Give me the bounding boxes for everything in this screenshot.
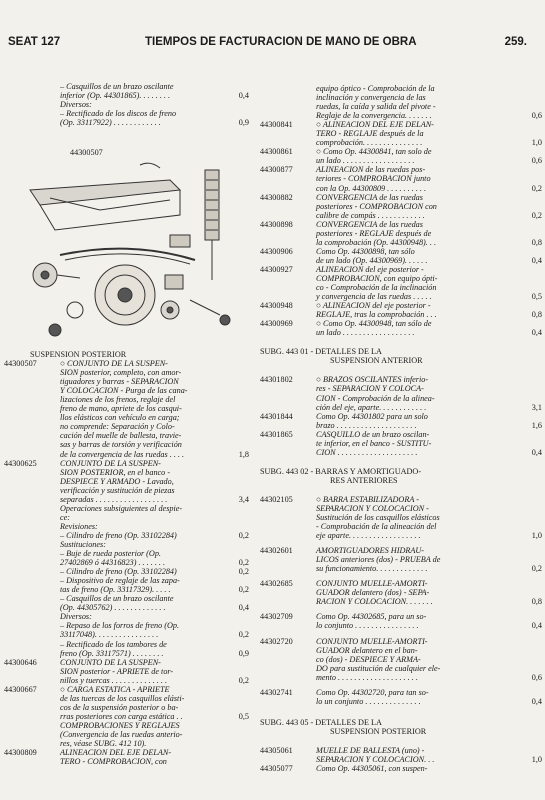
labor-time: 0,2: [238, 675, 249, 685]
description-line: teriores - COMPROBACION junto: [316, 174, 431, 184]
labor-time: 0,6: [531, 672, 542, 682]
description-line: res - SEPARACION Y COLOCA-: [316, 384, 424, 394]
description-line: DO para sustitución de cualquier ele-: [316, 663, 441, 673]
section-spacer: [260, 457, 542, 467]
description-line: un lado . . . . . . . . . . . . . . . . . .: [316, 328, 415, 338]
operation-description: [60, 594, 209, 612]
description-line: de las tuercas de los casquillos elásti-: [60, 693, 185, 703]
description-line: lo conjunto . . . . . . . . . . . . . . . .: [316, 621, 419, 631]
description-line: comprobación. . . . . . . . . . . . . . .: [316, 138, 423, 148]
description-line: inclinación y convergencia de las: [316, 93, 426, 103]
labor-time: 0,4: [531, 621, 542, 631]
description-line: co - Comprobación de la inclinación: [316, 283, 437, 293]
description-line: CONJUNTO MUELLE-AMORTI-: [316, 579, 428, 589]
description-line: Diversos:: [60, 612, 92, 622]
operation-description: [316, 319, 502, 337]
operation-description: [60, 504, 209, 522]
description-line: (Op. 33117922) . . . . . . . . . . . .: [60, 118, 161, 128]
description-line: ALINEACION de las ruedas pos-: [316, 165, 426, 175]
operation-description: [316, 764, 502, 773]
operation-entry: [4, 359, 249, 459]
labor-time: 0,2: [238, 630, 249, 640]
operation-description: [316, 637, 502, 682]
heading-line: SUBG. 443 05 - DETALLES DE LA: [260, 717, 382, 727]
heading-line: SUSPENSION POSTERIOR: [330, 726, 427, 736]
description-line: ○ ALINEACION DEL EJE DELAN-: [316, 120, 434, 130]
operation-code: 44302741: [260, 687, 293, 697]
heading-line: SUBG. 443 01 - DETALLES DE LA: [260, 347, 382, 357]
description-line: su funcionamiento. . . . . . . . . . . . .: [316, 564, 428, 574]
operation-entry: [4, 621, 249, 639]
description-line: rras posteriores con carga estática . .: [60, 711, 183, 721]
operation-entry: [260, 495, 542, 540]
description-line: mento . . . . . . . . . . . . . . . . . . . .: [316, 672, 418, 682]
heading-line: RES ANTERIORES: [330, 475, 398, 485]
description-line: CASQUILLO de un brazo oscilan-: [316, 429, 430, 439]
description-line: – Cilindro de freno (Op. 33102284): [60, 567, 177, 577]
operation-description: [316, 495, 502, 540]
operation-code: 44302685: [260, 579, 293, 589]
labor-time: 0,9: [238, 648, 249, 658]
page-number: 259.: [504, 36, 527, 48]
operation-description: [60, 540, 209, 549]
description-line: separadas . . . . . . . . . . . . . . . . . .: [60, 494, 168, 504]
operation-description: [316, 579, 502, 606]
operation-description: [316, 265, 502, 301]
description-line: ce:: [60, 512, 70, 522]
operation-description: [60, 549, 209, 567]
operation-description: [316, 84, 502, 120]
operation-code: 44300841: [260, 120, 293, 130]
description-line: cos de la suspensión posterior o ba-: [60, 702, 179, 712]
description-line: ○ Como Op. 44300841, tan solo de: [316, 147, 432, 157]
labor-time: 0,6: [531, 111, 542, 121]
right-column: [260, 84, 542, 773]
description-line: – Casquillos de un brazo oscilante: [60, 82, 174, 91]
operation-description: [316, 220, 502, 247]
description-line: Y COLOCACION - Purga de las cana-: [60, 386, 188, 396]
description-line: RACION Y COLOCACION. . . . . . .: [316, 597, 433, 607]
figure-code: 44300507: [70, 148, 103, 157]
description-line: tiguadores y barras - SEPARACION: [60, 377, 179, 387]
description-line: lo un conjunto . . . . . . . . . . . . . .: [316, 696, 421, 706]
description-line: MUELLE DE BALLESTA (uno) -: [316, 745, 425, 755]
operation-code: 44300969: [260, 319, 293, 329]
operation-entry: [4, 531, 249, 540]
description-line: lizaciones de los frenos, reglaje del: [60, 395, 176, 405]
description-line: – Cilindro de freno (Op. 33102284): [60, 530, 177, 540]
operation-code: 44300948: [260, 301, 293, 311]
heading-spacer: [260, 736, 542, 746]
description-line: y convergencia de las ruedas . . . . .: [316, 292, 432, 302]
description-line: CION - Comprobación de la alinea-: [316, 393, 435, 403]
operation-entry: [260, 120, 542, 147]
operation-entry: [4, 540, 249, 549]
description-line: freno (Op. 33117571) . . . . . . . .: [60, 648, 164, 658]
labor-time: 0,2: [238, 558, 249, 568]
description-line: (Op. 44305762) . . . . . . . . . . . . .: [60, 603, 166, 613]
description-line: SION posterior - APRIETE de tor-: [60, 666, 174, 676]
operation-code: 44300507: [4, 359, 37, 369]
heading-line: SUBG. 443 02 - BARRAS Y AMORTIGUADO-: [260, 466, 422, 476]
description-line: – Dispositivo de reglaje de las zapa-: [60, 576, 180, 586]
description-line: SION posterior, completo, con amor-: [60, 368, 182, 378]
operation-description: [316, 165, 502, 192]
operation-code: 44300646: [4, 657, 37, 667]
description-line: posteriores - REGLAJE después de: [316, 228, 432, 238]
operation-entry: [260, 165, 542, 192]
description-line: co (dos) - DESPIECE Y ARMA-: [316, 654, 421, 664]
operation-code: 44305077: [260, 764, 293, 774]
operation-description: [316, 746, 502, 764]
description-line: calibre de compás . . . . . . . . . . . .: [316, 210, 425, 220]
description-line: TERO - REGLAJE después de la: [316, 129, 424, 139]
operation-entry: [4, 459, 249, 504]
description-line: Reglaje de la convergencia. . . . . . .: [316, 111, 432, 121]
description-line: te inferior, en el banco - SUSTITU-: [316, 438, 432, 448]
heading-line: SUSPENSION ANTERIOR: [330, 356, 423, 366]
operation-code: 44300877: [260, 165, 293, 175]
operation-code: 44300927: [260, 264, 293, 274]
operation-code: 44300667: [4, 684, 37, 694]
operation-entry: [260, 546, 542, 573]
description-line: inferior (Op. 44301865). . . . . . . .: [60, 91, 171, 101]
description-line: GUADOR delantero en el ban-: [316, 645, 418, 655]
description-line: REGLAJE, tras la comprobación . . .: [316, 310, 437, 320]
labor-time: 0,4: [531, 255, 542, 265]
labor-time: 0,9: [238, 118, 249, 128]
labor-time: 0,8: [531, 310, 542, 320]
operation-description: [60, 82, 209, 100]
operation-entry: [260, 764, 542, 773]
operation-entry: [260, 637, 542, 682]
left-column-main: [4, 350, 249, 766]
description-line: - Comprobación de la alineación del: [316, 522, 437, 532]
description-line: sas y barras de torsión y verificación: [60, 440, 182, 450]
description-line: COMPROBACIONES Y REGLAJES: [60, 720, 180, 730]
operation-entry: [4, 82, 249, 100]
operation-description: [60, 459, 209, 504]
description-line: posteriores - COMPROBACION con: [316, 201, 437, 211]
labor-time: 0,4: [531, 696, 542, 706]
operation-entry: [260, 319, 542, 337]
description-line: CONVERGENCIA de las ruedas: [316, 192, 423, 202]
operation-description: [316, 546, 502, 573]
description-line: no comprende: Separación y Colo-: [60, 422, 175, 432]
description-line: Operaciones subsiguientes al despie-: [60, 503, 183, 513]
labor-time: 1,0: [531, 531, 542, 541]
operation-description: [60, 576, 209, 594]
description-line: ○ BARRA ESTABILIZADORA -: [316, 494, 419, 504]
subgroup-heading: [260, 718, 542, 736]
description-line: – Rectificado de los tambores de: [60, 639, 167, 649]
labor-time: 1,0: [531, 138, 542, 148]
labor-time: 1,6: [531, 420, 542, 430]
labor-time: 3,4: [238, 494, 249, 504]
description-line: tas de freno (Op. 33117329). . . . .: [60, 585, 171, 595]
description-line: freno de mano, apriete de los casqui-: [60, 404, 182, 414]
description-line: brazo . . . . . . . . . . . . . . . . . . . .: [316, 420, 417, 430]
operation-code: 44302601: [260, 546, 293, 556]
labor-time: 0,2: [238, 530, 249, 540]
operation-description: [316, 375, 502, 411]
operation-entry: [260, 746, 542, 764]
description-line: eje aparte. . . . . . . . . . . . . . . . . .: [316, 531, 421, 541]
operation-code: 44300625: [4, 458, 37, 468]
labor-time: 1,8: [238, 449, 249, 459]
page-header: [0, 36, 545, 50]
description-line: la comprobación (Op. 44300948). . .: [316, 237, 436, 247]
operation-description: [316, 430, 502, 457]
operation-code: 44302105: [260, 494, 293, 504]
description-line: SEPARACION Y COLOCACION -: [316, 503, 429, 513]
description-line: – Buje de rueda posterior (Op.: [60, 549, 161, 559]
description-line: Revisiones:: [60, 521, 98, 531]
description-line: un lado . . . . . . . . . . . . . . . . . .: [316, 156, 415, 166]
heading-spacer: [260, 485, 542, 495]
description-line: de un lado (Op. 44300969). . . . . .: [316, 255, 428, 265]
labor-time: 0,5: [238, 711, 249, 721]
operation-description: [60, 100, 209, 127]
description-line: COMPROBACION, con equipo ópti-: [316, 273, 438, 283]
heading-spacer: [260, 365, 542, 375]
operation-description: [60, 640, 209, 658]
operation-entry: [4, 748, 249, 766]
labor-time: 0,2: [531, 183, 542, 193]
description-line: GUADOR delantero (dos) - SEPA-: [316, 588, 430, 598]
operation-entry: [260, 147, 542, 165]
operation-entry: [260, 612, 542, 630]
labor-time: 0,6: [531, 156, 542, 166]
labor-time: 0,8: [531, 237, 542, 247]
description-line: AMORTIGUADORES HIDRAU-: [316, 546, 425, 556]
operation-entry: [260, 430, 542, 457]
description-line: 27402869 ó 44316823) . . . . . . .: [60, 558, 166, 568]
operation-code: 44301865: [260, 429, 293, 439]
operation-entry: [4, 594, 249, 612]
operation-entry: [260, 375, 542, 411]
operation-entry: [4, 612, 249, 621]
description-line: SION POSTERIOR, en el banco -: [60, 467, 171, 477]
operation-entry: [260, 84, 542, 120]
description-line: ○ ALINEACION del eje posterior -: [316, 301, 431, 311]
operation-description: [60, 721, 209, 748]
description-line: DESPIECE Y ARMADO - Lavado,: [60, 476, 174, 486]
description-line: Como Op. 44301802 para un solo: [316, 411, 428, 421]
labor-time: 0,5: [531, 292, 542, 302]
description-line: equipo óptico - Comprobación de la: [316, 84, 435, 93]
description-line: ruedas, la caída y salida del pivote -: [316, 102, 436, 112]
labor-time: 0,4: [238, 91, 249, 101]
labor-time: 0,2: [238, 585, 249, 595]
operation-description: [316, 120, 502, 147]
left-column-top: [4, 82, 249, 127]
labor-time: 3,1: [531, 402, 542, 412]
description-line: nillos y tuercas . . . . . . . . . . . . . .: [60, 675, 168, 685]
description-line: CONVERGENCIA de las ruedas: [316, 219, 423, 229]
description-line: ○ CONJUNTO DE LA SUSPEN-: [60, 359, 168, 369]
operation-description: [60, 359, 209, 459]
description-line: CION . . . . . . . . . . . . . . . . . . . .: [316, 447, 418, 457]
operation-entry: [4, 549, 249, 567]
header-title: TIEMPOS DE FACTURACION DE MANO DE OBRA: [145, 36, 417, 48]
operation-description: [60, 531, 209, 540]
operation-code: 44300898: [260, 219, 293, 229]
description-line: CONJUNTO DE LA SUSPEN-: [60, 458, 161, 468]
labor-time: 0,2: [238, 567, 249, 577]
operation-entry: [4, 721, 249, 748]
subgroup-heading: [260, 347, 542, 365]
operation-description: [60, 748, 209, 766]
operation-entry: [260, 579, 542, 606]
description-line: ción del eje, aparte. . . . . . . . . . . .: [316, 402, 427, 412]
description-line: CONJUNTO DE LA SUSPEN-: [60, 657, 161, 667]
description-line: Como Op. 44305061, con suspen-: [316, 764, 428, 774]
operation-description: [316, 612, 502, 630]
labor-time: 0,2: [531, 210, 542, 220]
labor-time: 1,0: [531, 755, 542, 764]
description-line: 33117048). . . . . . . . . . . . . . . .: [60, 630, 159, 640]
operation-entry: [260, 688, 542, 706]
description-line: con la Op. 44300809 . . . . . . . . . .: [316, 183, 427, 193]
description-line: Como Op. 44300898, tan sólo: [316, 246, 415, 256]
operation-entry: [4, 504, 249, 522]
operation-entry: [260, 220, 542, 247]
labor-time: 0,4: [531, 328, 542, 338]
operation-code: 44300906: [260, 246, 293, 256]
description-line: – Casquillos de un brazo oscilante: [60, 594, 174, 604]
operation-code: 44300882: [260, 192, 293, 202]
operation-description: [60, 522, 209, 531]
subgroup-heading: [260, 467, 542, 485]
operation-code: 44301802: [260, 375, 293, 385]
operation-code: 44300809: [4, 748, 37, 758]
description-line: ○ BRAZOS OSCILANTES inferio-: [316, 375, 429, 385]
operation-entry: [4, 576, 249, 594]
description-line: Diversos:: [60, 100, 92, 110]
operation-description: [316, 412, 502, 430]
operation-description: [316, 301, 502, 319]
description-line: ○ CARGA ESTATICA - APRIETE: [60, 684, 170, 694]
operation-entry: [4, 567, 249, 576]
operation-entry: [4, 685, 249, 721]
operation-entry: [260, 412, 542, 430]
labor-time: 0,4: [238, 603, 249, 613]
operation-description: [316, 247, 502, 265]
description-line: – Rectificado de los discos de freno: [60, 109, 177, 119]
labor-time: 0,4: [531, 447, 542, 457]
operation-entry: [260, 301, 542, 319]
operation-description: [60, 612, 209, 621]
description-line: – Repaso de los forros de freno (Op.: [60, 621, 180, 631]
description-line: LICOS anteriores (dos) - PRUEBA de: [316, 555, 441, 565]
operation-code: 44302720: [260, 636, 293, 646]
operation-description: [60, 658, 209, 685]
description-line: cación del muelle de ballesta, travie-: [60, 431, 182, 441]
operation-code: 44305061: [260, 745, 293, 755]
operation-description: [316, 193, 502, 220]
description-line: Como Op. 44302685, para un so-: [316, 612, 427, 622]
description-line: llos elásticos con vehículo en carga;: [60, 413, 180, 423]
operation-code: 44300861: [260, 147, 293, 157]
operation-description: [60, 567, 209, 576]
section-title: SUSPENSION POSTERIOR: [30, 350, 127, 359]
description-line: Como Op. 44302720, para tan so-: [316, 687, 429, 697]
operation-description: [316, 688, 502, 706]
description-line: Sustituciones:: [60, 539, 106, 549]
section-spacer: [260, 337, 542, 347]
operation-description: [60, 685, 209, 721]
operation-description: [316, 147, 502, 165]
description-line: ○ Como Op. 44300948, tan sólo de: [316, 319, 432, 329]
operation-entry: [4, 640, 249, 658]
description-line: TERO - COMPROBACION, con: [60, 757, 167, 767]
operation-code: 44301844: [260, 411, 293, 421]
description-line: ALINEACION DEL EJE DELAN-: [60, 748, 172, 758]
operation-entry: [4, 522, 249, 531]
description-line: (Convergencia de las ruedas anterio-: [60, 729, 183, 739]
labor-time: 0,8: [531, 597, 542, 607]
description-line: CONJUNTO MUELLE-AMORTI-: [316, 636, 428, 646]
operation-code: 44302709: [260, 612, 293, 622]
description-line: Sustitución de los casquillos elásticos: [316, 513, 440, 523]
description-line: SEPARACION Y COLOCACION. . .: [316, 755, 435, 764]
operation-entry: [4, 658, 249, 685]
rear-suspension-illustration: [20, 160, 250, 350]
header-model: SEAT 127: [8, 36, 61, 48]
description-line: res, véase SUBG. 412 10).: [60, 739, 147, 749]
operation-entry: [4, 100, 249, 127]
operation-entry: [260, 247, 542, 265]
operation-description: [60, 621, 209, 639]
labor-time: 0,2: [531, 564, 542, 574]
description-line: verificación y sustitución de piezas: [60, 485, 175, 495]
description-line: ALINEACION del eje posterior -: [316, 264, 424, 274]
operation-entry: [260, 193, 542, 220]
operation-entry: [260, 265, 542, 301]
description-line: de la convergencia de las ruedas . . . .: [60, 449, 185, 459]
